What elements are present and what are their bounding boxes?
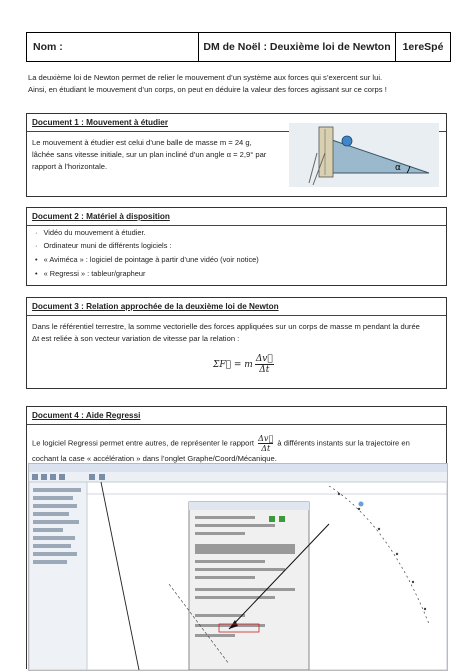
document-1-text bbox=[32, 137, 302, 173]
level-label: 1ereSpé bbox=[402, 41, 444, 53]
list-item: • « Aviméca » : logiciel de pointage à partir d’une vidéo (voir notice) bbox=[35, 255, 259, 264]
document-2-box bbox=[26, 207, 447, 286]
document-1-title: Document 1 : Mouvement à étudier bbox=[32, 118, 169, 127]
document-3-box bbox=[26, 297, 447, 389]
divider bbox=[27, 315, 446, 316]
document-4-text bbox=[32, 434, 444, 465]
newton-formula bbox=[213, 354, 274, 375]
doc1-line-3: rapport à l’horizontale. bbox=[32, 162, 108, 171]
level-cell bbox=[396, 33, 450, 61]
alpha-label: α bbox=[395, 163, 401, 173]
divider bbox=[27, 424, 446, 425]
list-item: · Ordinateur muni de différents logiciels : bbox=[35, 241, 172, 250]
doc1-line-1: Le mouvement à étudier est celui d’une balle de masse m = 24 g, bbox=[32, 138, 252, 147]
doc1-line-2: lâchée sans vitesse initiale, sur un plan incliné d’un angle α = 2,9° par bbox=[32, 150, 267, 159]
formula-fraction bbox=[255, 354, 274, 375]
inclined-plane-illustration bbox=[289, 123, 439, 187]
document-2-title: Document 2 : Matériel à disposition bbox=[32, 212, 170, 221]
doc4-line-2: cochant la case « accélération » dans l’onglet Graphe/Coord/Mécanique. bbox=[32, 454, 277, 463]
list-item: · Vidéo du mouvement à étudier. bbox=[35, 228, 146, 237]
formula-denominator: Δt bbox=[259, 365, 270, 375]
doc3-line-1: Dans le référentiel terrestre, la somme vectorielle des forces appliquées sur un corps de masse m pendant la durée bbox=[32, 322, 420, 331]
document-4-title: Document 4 : Aide Regressi bbox=[32, 411, 141, 420]
title-cell bbox=[199, 33, 396, 61]
intro-line-1: La deuxième loi de Newton permet de relier le mouvement d’un système aux forces qui s’exercent sur lui. bbox=[28, 73, 383, 82]
document-1-box bbox=[26, 113, 447, 197]
doc4-line-1a: Le logiciel Regressi permet entre autres, de représenter le rapport bbox=[32, 438, 255, 448]
ratio-denominator: Δt bbox=[261, 444, 271, 453]
name-cell bbox=[27, 33, 199, 61]
document-3-text bbox=[32, 321, 444, 345]
list-item: • « Regressi » : tableur/grapheur bbox=[35, 269, 146, 278]
divider bbox=[27, 225, 446, 226]
doc3-line-2: Δt est reliée à son vecteur variation de vitesse par la relation : bbox=[32, 334, 240, 343]
header-table bbox=[26, 32, 451, 62]
regressi-screenshot bbox=[28, 463, 448, 671]
doc4-line-1b: à différents instants sur la trajectoire en bbox=[277, 438, 410, 448]
formula-numerator: Δv⃗ bbox=[255, 354, 273, 364]
page-title: DM de Noël : Deuxième loi de Newton bbox=[203, 41, 391, 53]
name-label: Nom : bbox=[33, 41, 63, 53]
regressi-screenshot-image bbox=[29, 464, 447, 670]
ratio-numerator: Δv⃗ bbox=[258, 434, 274, 443]
ratio-fraction bbox=[258, 434, 273, 453]
document-3-title: Document 3 : Relation approchée de la deuxième loi de Newton bbox=[32, 302, 279, 311]
intro-line-2: Ainsi, en étudiant le mouvement d’un corps, on peut en déduire la valeur des forces agissant sur ce corps ! bbox=[28, 85, 387, 94]
formula-lhs: ΣF⃗ = m bbox=[213, 359, 253, 370]
intro-paragraph bbox=[28, 72, 448, 96]
